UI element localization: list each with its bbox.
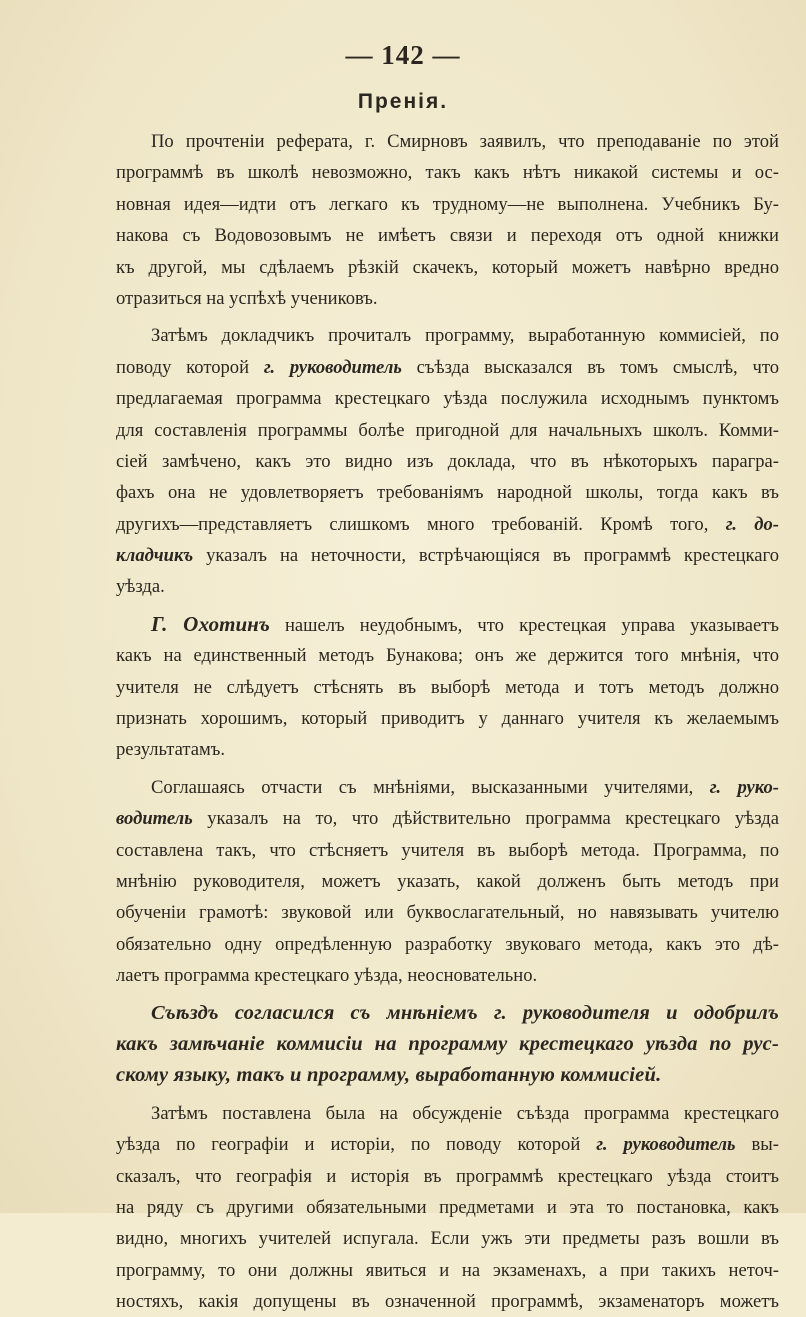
text-line: уѣзда по географіи и исторіи, по поводу которой г. руководитель вы- xyxy=(116,1134,779,1156)
text-line: къ другой, мы сдѣлаемъ рѣзкій скачекъ, который можетъ навѣрно вредно xyxy=(116,256,779,278)
text-line: другихъ—представляетъ слишкомъ много требованій. Кромѣ того, г. до- xyxy=(116,513,779,535)
text-line: скому языку, такъ и программу, выработанную коммисіей. xyxy=(116,1064,662,1087)
emphasized-name: г. руко- xyxy=(709,776,779,798)
text-line: программѣ въ школѣ невозможно, такъ какъ нѣтъ никакой системы и ос- xyxy=(116,162,779,184)
text-line: сказалъ, что географія и исторія въ программѣ крестецкаго уѣзда стоитъ xyxy=(116,1165,779,1187)
text-line: поводу которой г. руководитель съѣзда высказался въ томъ смыслѣ, что xyxy=(116,356,779,378)
emphasized-name: г. до- xyxy=(725,513,779,535)
text-line: обученіи грамотѣ: звуковой или буквослагательный, но навязывать учителю xyxy=(116,902,779,924)
paragraph-6 xyxy=(116,1098,779,1317)
paragraph-4 xyxy=(116,772,779,992)
text-line: отразиться на успѣхѣ учениковъ. xyxy=(116,287,378,309)
paragraph-2 xyxy=(116,320,779,603)
paragraph-3 xyxy=(116,609,779,766)
text-line: для составленія программы болѣе пригодной для начальныхъ школъ. Комми- xyxy=(116,419,779,441)
text-line: какъ замѣчаніе коммисіи на программу крестецкаго уѣзда по рус- xyxy=(116,1032,779,1055)
text-line: новная идея—идти отъ легкаго къ трудному—не выполнена. Учебникъ Бу- xyxy=(116,193,779,215)
text-line: результатамъ. xyxy=(116,739,226,761)
page-body xyxy=(116,126,779,1317)
text-line: сіей замѣчено, какъ это видно изъ доклада, что въ нѣкоторыхъ парагра- xyxy=(116,450,779,472)
text-line: какъ на единственный методъ Бунакова; онъ же держится того мнѣнія, что xyxy=(116,645,779,667)
text-line: учителя не слѣдуетъ стѣснять въ выборѣ метода и тотъ методъ должно xyxy=(116,676,779,698)
emphasized-name: кладчикъ xyxy=(116,545,194,567)
text-line: По прочтеніи реферата, г. Смирновъ заявилъ, что преподаваніе по этой xyxy=(151,131,779,152)
text-line: ностяхъ, какія допущены въ означенной программѣ, экзаменаторъ можетъ xyxy=(116,1291,779,1313)
text-line: Г. Охотинъ нашелъ неудобнымъ, что крестецкая управа указываетъ xyxy=(151,611,779,636)
text-line: мнѣнію руководителя, можетъ указать, какой долженъ быть методъ при xyxy=(116,870,779,892)
text-line: программу, то они должны явиться и на экзаменахъ, а при такихъ неточ- xyxy=(116,1259,779,1281)
text-line: кладчикъ указалъ на неточности, встрѣчающіяся въ программѣ крестецкаго xyxy=(116,545,779,567)
text-line: Затѣмъ поставлена была на обсужденіе съѣзда программа крестецкаго xyxy=(151,1102,779,1124)
text-line: Соглашаясь отчасти съ мнѣніями, высказанными учителями, г. руко- xyxy=(151,776,779,798)
text-line: обязательно одну опредѣленную разработку звуковаго метода, какъ это дѣ- xyxy=(116,933,779,955)
text-line: признать хорошимъ, который приводитъ у даннаго учителя къ желаемымъ xyxy=(116,708,779,730)
resolution-paragraph xyxy=(116,998,779,1092)
emphasized-name: Г. Охотинъ xyxy=(151,611,270,636)
text-line: водитель указалъ на то, что дѣйствительно программа крестецкаго уѣзда xyxy=(116,808,779,830)
text-line: на ряду съ другими обязательными предметами и эта то постановка, какъ xyxy=(116,1196,779,1218)
emphasized-name: г. руководитель xyxy=(596,1134,736,1156)
text-line: видно, многихъ учителей испугала. Если ужъ эти предметы разъ вошли въ xyxy=(116,1228,779,1250)
text-line: составлена такъ, что стѣсняетъ учителя въ выборѣ метода. Программа, по xyxy=(116,839,779,861)
text-line: уѣзда. xyxy=(116,576,165,598)
section-heading: Пренія. xyxy=(357,90,449,113)
text-line: фахъ она не удовлетворяетъ требованіямъ народной школы, тогда какъ въ xyxy=(116,482,779,504)
text-line: предлагаемая программа крестецкаго уѣзда послужила исходнымъ пунктомъ xyxy=(116,388,779,410)
page-number: — 142 — xyxy=(345,40,461,70)
text-line: Съѣздъ согласился съ мнѣніемъ г. руководителя и одобрилъ xyxy=(151,1001,779,1024)
text-line: лаетъ программа крестецкаго уѣзда, неосновательно. xyxy=(116,965,538,987)
text-line: Затѣмъ докладчикъ прочиталъ программу, выработанную коммисіей, по xyxy=(151,325,779,347)
text-line: накова съ Водовозовымъ не имѣетъ связи и переходя отъ одной книжки xyxy=(116,225,779,247)
emphasized-name: г. руководитель xyxy=(263,356,402,378)
paragraph-1 xyxy=(116,126,779,314)
emphasized-name: водитель xyxy=(116,808,193,830)
